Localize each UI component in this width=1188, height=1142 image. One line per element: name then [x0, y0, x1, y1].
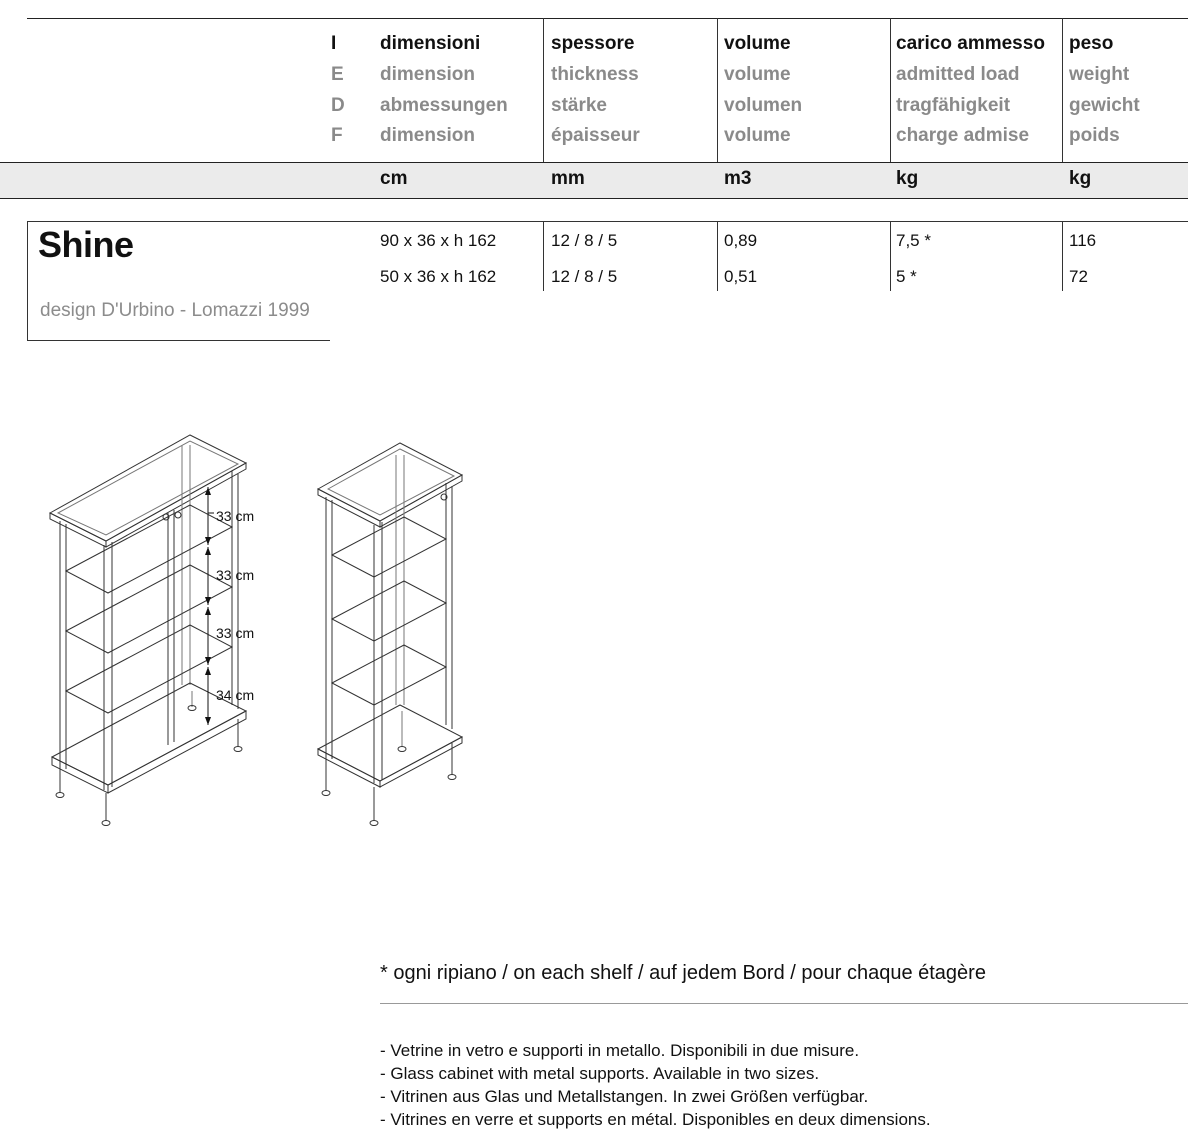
units-band	[0, 162, 1188, 199]
header-dimensions-fr: dimension	[380, 125, 476, 146]
header-weight-fr: poids	[1069, 125, 1120, 146]
row-col-divider	[717, 221, 718, 291]
shelf-spacing-dimension	[208, 487, 214, 725]
row1-volume: 0,89	[724, 231, 758, 250]
col-divider	[543, 18, 544, 162]
product-designer: design D'Urbino - Lomazzi 1999	[40, 300, 310, 321]
header-load-en: admitted load	[896, 64, 1020, 85]
row1-dimensions: 90 x 36 x h 162	[380, 231, 497, 250]
product-title: Shine	[38, 224, 134, 265]
unit-thickness: mm	[551, 168, 585, 189]
cabinet-technical-drawing	[40, 425, 480, 835]
lang-code-it: I	[331, 33, 337, 54]
header-volume-de: volumen	[724, 95, 803, 116]
header-thickness-fr: épaisseur	[551, 125, 640, 146]
header-weight-de: gewicht	[1069, 95, 1140, 116]
product-box-bottom	[27, 340, 330, 341]
header-volume-it: volume	[724, 33, 791, 54]
row2-weight: 72	[1069, 267, 1088, 286]
lang-code-de: D	[331, 95, 345, 116]
header-thickness-de: stärke	[551, 95, 607, 116]
shelf-gap-label-2: 33 cm	[216, 567, 255, 583]
shelf-gap-label-1: 33 cm	[216, 508, 255, 524]
footnote-rule	[380, 1003, 1188, 1004]
row2-dimensions: 50 x 36 x h 162	[380, 267, 497, 286]
row1-load: 7,5 *	[896, 231, 931, 250]
col-divider	[890, 18, 891, 162]
small-cabinet-illustration	[318, 443, 462, 826]
product-box-left	[27, 221, 28, 340]
row-col-divider	[543, 221, 544, 291]
row2-volume: 0,51	[724, 267, 758, 286]
description-fr: - Vitrines en verre et supports en métal. Disponibles en deux dimensions.	[380, 1110, 931, 1129]
row1-weight: 116	[1069, 231, 1097, 250]
header-weight-it: peso	[1069, 33, 1114, 54]
header-weight-en: weight	[1069, 64, 1130, 85]
description-it: - Vetrine in vetro e supporti in metallo. Disponibili in due misure.	[380, 1041, 860, 1060]
header-load-fr: charge admise	[896, 125, 1030, 146]
header-top-rule	[27, 18, 1188, 19]
unit-volume: m3	[724, 168, 752, 189]
product-top-rule	[27, 221, 1188, 222]
row2-thickness: 12 / 8 / 5	[551, 267, 618, 286]
col-divider	[717, 18, 718, 162]
load-footnote: * ogni ripiano / on each shelf / auf jedem Bord / pour chaque étagère	[380, 962, 986, 984]
row2-load: 5 *	[896, 267, 917, 286]
unit-weight: kg	[1069, 168, 1092, 189]
row-col-divider	[890, 221, 891, 291]
header-thickness-it: spessore	[551, 33, 635, 54]
header-load-it: carico ammesso	[896, 33, 1045, 54]
header-dimensions-it: dimensioni	[380, 33, 481, 54]
header-dimensions-en: dimension	[380, 64, 476, 85]
shelf-gap-label-3: 33 cm	[216, 625, 255, 641]
header-thickness-en: thickness	[551, 64, 639, 85]
lang-code-en: E	[331, 64, 344, 85]
header-load-de: tragfähigkeit	[896, 95, 1011, 116]
header-volume-fr: volume	[724, 125, 791, 146]
row1-thickness: 12 / 8 / 5	[551, 231, 618, 250]
description-de: - Vitrinen aus Glas und Metallstangen. In zwei Größen verfügbar.	[380, 1087, 869, 1106]
shelf-gap-label-4: 34 cm	[216, 687, 255, 703]
unit-dimensions: cm	[380, 168, 408, 189]
header-volume-en: volume	[724, 64, 791, 85]
row-col-divider	[1062, 221, 1063, 291]
header-dimensions-de: abmessungen	[380, 95, 508, 116]
unit-load: kg	[896, 168, 919, 189]
description-en: - Glass cabinet with metal supports. Available in two sizes.	[380, 1064, 820, 1083]
lang-code-fr: F	[331, 125, 343, 146]
col-divider	[1062, 18, 1063, 162]
